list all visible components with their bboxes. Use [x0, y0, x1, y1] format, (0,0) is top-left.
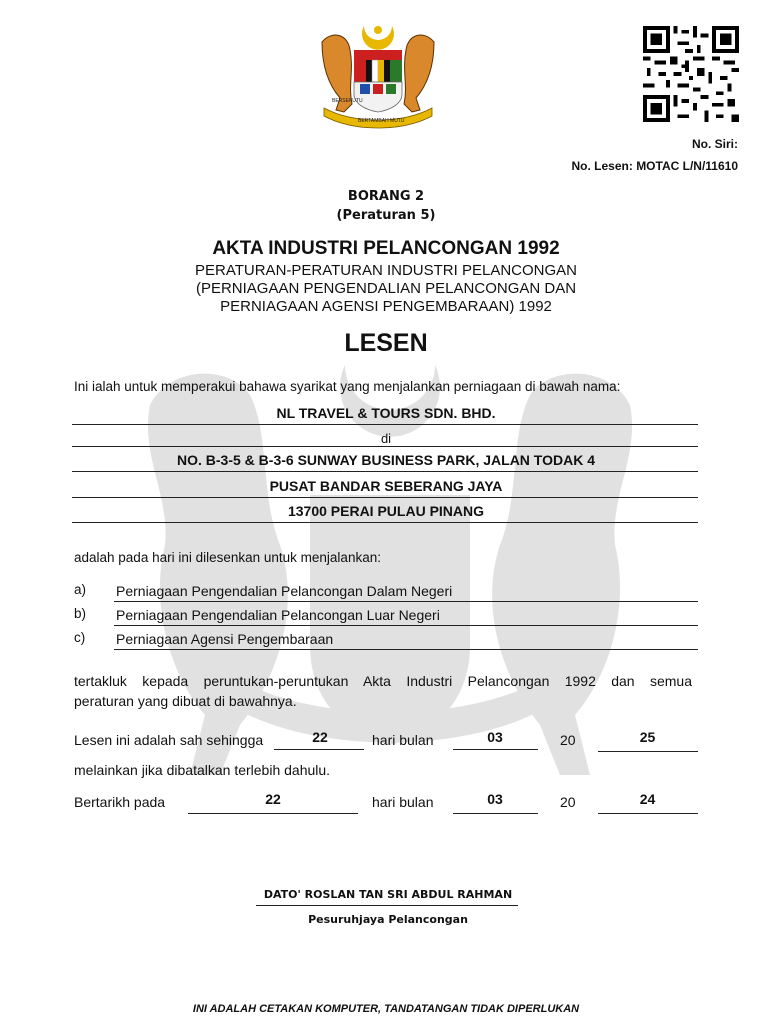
- regulations-line-3: PERNIAGAAN AGENSI PENGEMBARAAN) 1992: [220, 298, 552, 315]
- subject-to-line-1: tertakluk kepada peruntukan-peruntukan Akta Industri Pelancongan 1992 dan semua: [74, 673, 692, 689]
- commissioner-title: Pesuruhjaya Pelancongan: [308, 913, 468, 926]
- validity-day: 22: [312, 729, 328, 745]
- no-lesen-value: MOTAC L/N/11610: [636, 159, 738, 173]
- validity-day-underline: [274, 749, 364, 750]
- validity-label: Lesen ini adalah sah sehingga: [74, 732, 264, 748]
- company-underline: [72, 424, 698, 425]
- dated-month: 03: [487, 791, 503, 807]
- no-lesen-label: No. Lesen:: [571, 159, 633, 173]
- list-item-b: [74, 606, 698, 626]
- qr-code: [643, 26, 739, 122]
- document-title: LESEN: [344, 329, 428, 357]
- dated-year: 24: [639, 791, 656, 807]
- address3-underline: [72, 522, 698, 523]
- licensed-to-text: adalah pada hari ini dilesenkan untuk menjalankan:: [74, 550, 381, 565]
- crest-motto-right: BERTAMBAH MUTU: [358, 118, 405, 124]
- signature-underline: [256, 905, 518, 906]
- address-line-2: PUSAT BANDAR SEBERANG JAYA: [269, 478, 503, 494]
- validity-note: melainkan jika dibatalkan terlebih dahulu.: [74, 762, 331, 778]
- validity-month: 03: [487, 729, 503, 745]
- item-c-underline: [114, 649, 698, 650]
- di-text: di: [380, 431, 392, 446]
- no-lesen-line: [572, 159, 739, 173]
- dated-day: 22: [265, 791, 281, 807]
- dated-month-underline: [453, 813, 538, 814]
- list-item-a: [74, 582, 698, 602]
- list-letter: a): [74, 582, 87, 597]
- address1-underline: [72, 471, 698, 472]
- company-name: NL TRAVEL & TOURS SDN. BHD.: [276, 405, 496, 421]
- no-siri-label: No. Siri:: [691, 137, 738, 151]
- validity-century: 20: [560, 732, 576, 748]
- validity-year-underline: [598, 751, 698, 752]
- crest-motto-left: BERSEKUTU: [332, 98, 363, 104]
- list-text: Perniagaan Pengendalian Pelancongan Luar Negeri: [116, 607, 440, 623]
- dated-year-underline: [598, 813, 698, 814]
- address2-underline: [72, 497, 698, 498]
- validity-hari-bulan: hari bulan: [372, 732, 434, 748]
- validity-year: 25: [639, 729, 656, 745]
- address-line-1: NO. B-3-5 & B-3-6 SUNWAY BUSINESS PARK, JALAN TODAK 4: [177, 452, 595, 468]
- act-title: AKTA INDUSTRI PELANCONGAN 1992: [212, 238, 560, 259]
- footer-note: INI ADALAH CETAKAN KOMPUTER, TANDATANGAN TIDAK DIPERLUKAN: [192, 1003, 580, 1015]
- list-item-c: [74, 630, 698, 650]
- validity-month-underline: [453, 749, 538, 750]
- item-b-underline: [114, 625, 698, 626]
- item-a-underline: [114, 601, 698, 602]
- di-underline: [72, 446, 698, 447]
- list-letter: c): [74, 630, 86, 645]
- list-letter: b): [74, 606, 87, 621]
- list-text: Perniagaan Agensi Pengembaraan: [116, 631, 334, 647]
- dated-century: 20: [560, 794, 576, 810]
- list-text: Perniagaan Pengendalian Pelancongan Dalam Negeri: [116, 583, 453, 599]
- borang-number: BORANG 2: [347, 189, 425, 204]
- intro-text: Ini ialah untuk memperakui bahawa syarikat yang menjalankan perniagaan di bawah nama:: [74, 379, 621, 394]
- coat-of-arms-logo: [314, 20, 442, 130]
- dated-hari-bulan: hari bulan: [372, 794, 434, 810]
- subject-to-line-2: peraturan yang dibuat di bawahnya.: [74, 693, 297, 709]
- regulations-line-2: (PERNIAGAAN PENGENDALIAN PELANCONGAN DAN: [195, 280, 577, 297]
- dated-day-underline: [188, 813, 358, 814]
- address-line-3: 13700 PERAI PULAU PINANG: [287, 503, 485, 519]
- commissioner-name: DATO' ROSLAN TAN SRI ABDUL RAHMAN: [263, 888, 513, 901]
- peraturan-ref: (Peraturan 5): [336, 208, 436, 223]
- dated-label: Bertarikh pada: [74, 794, 166, 810]
- regulations-line-1: PERATURAN-PERATURAN INDUSTRI PELANCONGAN: [195, 262, 577, 279]
